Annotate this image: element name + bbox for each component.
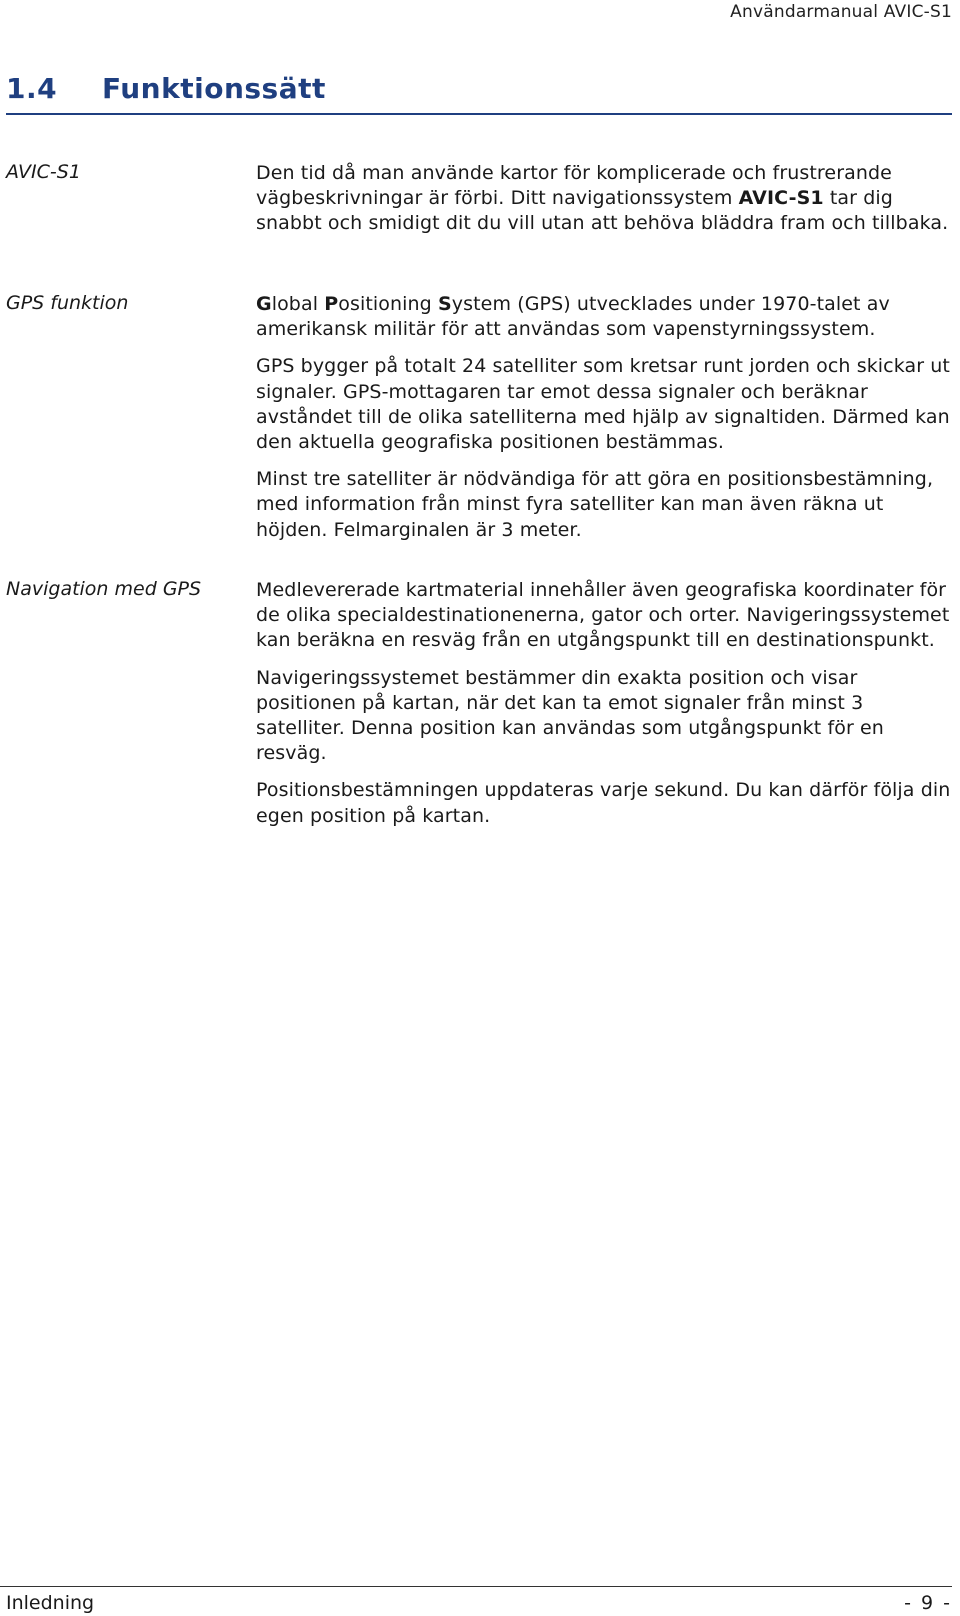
paragraph: Minst tre satelliter är nödvändiga för att göra en positionsbestämning, med information från minst fyra satelliter kan man även räkna ut höjden. Felmarginalen är 3 meter.	[256, 468, 934, 541]
paragraph: Global Positioning System (GPS) utvecklades under 1970-talet av amerikansk militär för att användas som vapenstyrningssystem.	[256, 293, 890, 341]
margin-label-navigation-med-gps: Navigation med GPS	[6, 578, 202, 600]
chapter-title: Funktionssätt	[102, 72, 326, 105]
paragraph: Den tid då man använde kartor för komplicerade och frustrerande vägbeskrivningar är förbi. Ditt navigationssystem AVIC-S1 tar dig snabbt och smidigt dit du vill utan att behöva bläddra fram och tillbaka.	[256, 162, 949, 235]
paragraph: Medlevererade kartmaterial innehåller även geografiska koordinater för de olika specialdestinationenerna, gator och orter. Navigeringssystemet kan beräkna en resväg från en utgångspunkt till en destinationspunkt.	[256, 579, 950, 652]
paragraph: Positionsbestämningen uppdateras varje sekund. Du kan därför följa din egen position på kartan.	[256, 779, 951, 827]
section-body	[256, 292, 956, 555]
footer-section-name: Inledning	[6, 1592, 95, 1614]
footer-page-number: - 9 -	[904, 1592, 952, 1614]
running-header: Användarmanual AVIC-S1	[730, 2, 952, 22]
paragraph: GPS bygger på totalt 24 satelliter som kretsar runt jorden och skickar ut signaler. GPS-mottagaren tar emot dessa signaler och beräknar avståndet till de olika satelliterna med hjälp av signaltiden. Därmed kan den aktuella geografiska positionen bestämmas.	[256, 355, 950, 454]
product-name: AVIC-S1	[738, 187, 824, 210]
chapter-heading	[6, 72, 952, 115]
section-body	[256, 578, 956, 841]
margin-label-avic-s1: AVIC-S1	[6, 161, 81, 183]
paragraph: Navigeringssystemet bestämmer din exakta position och visar positionen på kartan, när det kan ta emot signaler från minst 3 satelliter. Denna position kan användas som utgångspunkt för en resväg.	[256, 666, 884, 765]
footer-rule	[0, 1586, 952, 1587]
section-body	[256, 161, 956, 249]
margin-label-gps-funktion: GPS funktion	[6, 292, 129, 314]
chapter-number: 1.4	[6, 72, 58, 105]
